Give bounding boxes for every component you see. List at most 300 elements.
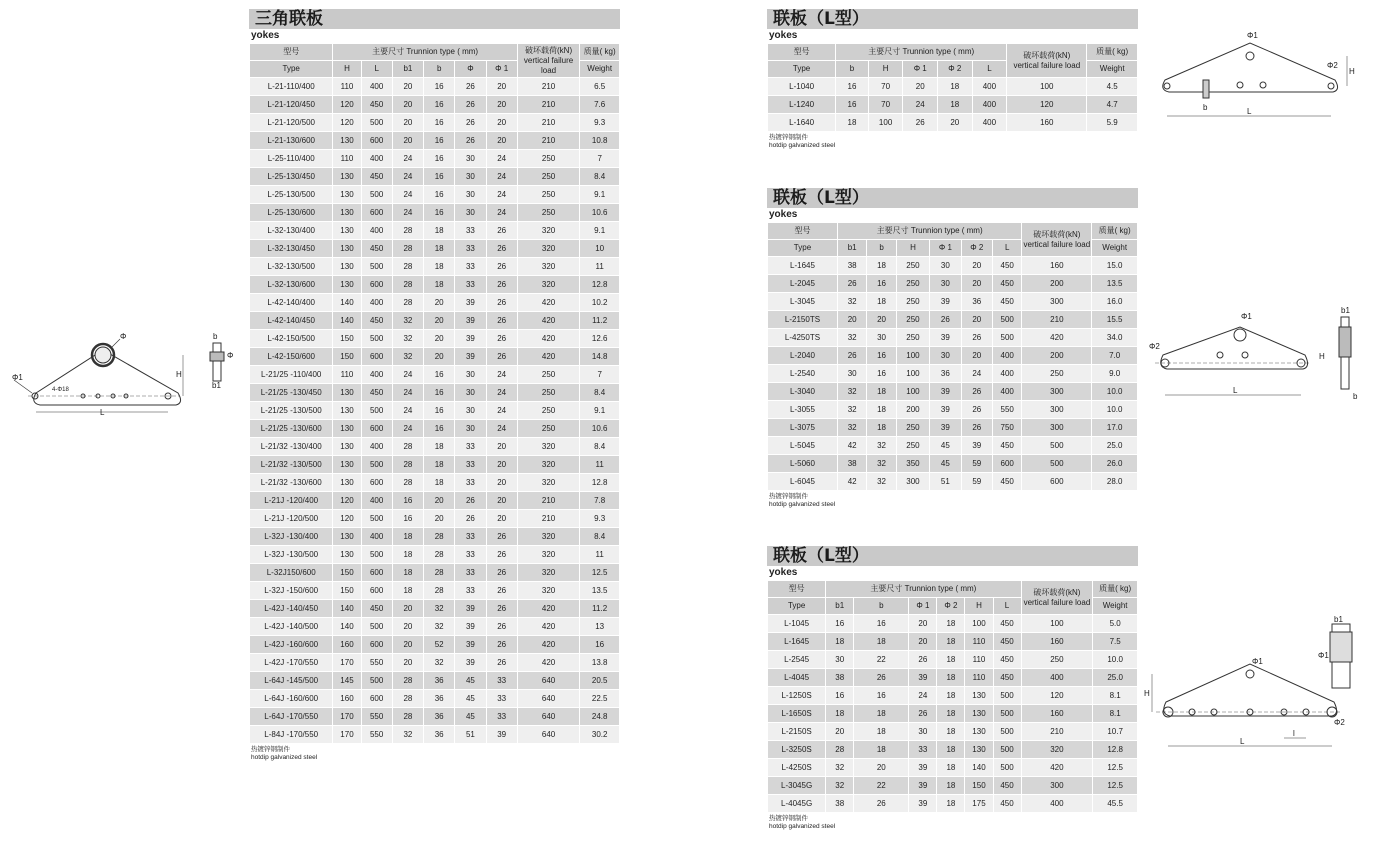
- table-row: [250, 114, 619, 131]
- value-cell: 170: [333, 726, 360, 743]
- value-cell: 33: [455, 456, 485, 473]
- table-row: [250, 582, 619, 599]
- table-row: [768, 741, 1137, 758]
- value-cell: 420: [518, 312, 580, 329]
- value-cell: 550: [993, 401, 1021, 418]
- value-cell: 20: [962, 311, 992, 328]
- value-cell: 28: [826, 741, 853, 758]
- value-cell: 20: [393, 636, 423, 653]
- value-cell: 4.7: [1087, 96, 1137, 113]
- value-cell: 450: [994, 615, 1021, 632]
- table-row: [250, 438, 619, 455]
- header-load-en: vertical failure load: [1023, 239, 1091, 249]
- value-cell: 18: [867, 419, 895, 436]
- value-cell: 26: [930, 311, 960, 328]
- value-cell: 18: [826, 633, 853, 650]
- header-col: Φ: [455, 61, 485, 77]
- value-cell: 20: [838, 311, 866, 328]
- value-cell: 51: [930, 473, 960, 490]
- l-yoke-section-1: [767, 9, 1138, 150]
- value-cell: 16: [826, 615, 853, 632]
- header-type-cn: 型号: [768, 581, 825, 597]
- header-load-cn: 破坏载荷(kN): [525, 45, 573, 55]
- value-cell: 160: [1022, 705, 1093, 722]
- header-col: H: [869, 61, 903, 77]
- value-cell: 420: [1022, 759, 1093, 776]
- table-row: [768, 777, 1137, 794]
- diagram-label-l: L: [1233, 386, 1238, 395]
- value-cell: 45.5: [1093, 795, 1137, 812]
- value-cell: 250: [897, 437, 929, 454]
- value-cell: 26: [455, 510, 485, 527]
- diagram-label-b1: b1: [1341, 306, 1350, 315]
- type-cell: L-42J -140/450: [250, 600, 332, 617]
- table-row: [250, 240, 619, 257]
- value-cell: 24: [487, 402, 517, 419]
- value-cell: 12.8: [1093, 741, 1137, 758]
- diagram-label-h: H: [1144, 689, 1150, 698]
- value-cell: 500: [994, 687, 1021, 704]
- table-row: [250, 132, 619, 149]
- value-cell: 26: [854, 795, 908, 812]
- header-col: H: [333, 61, 360, 77]
- diagram-label-phi: Φ: [120, 332, 127, 341]
- diagram-label-h: H: [1349, 67, 1355, 76]
- type-cell: L-21/25 -130/450: [250, 384, 332, 401]
- value-cell: 10.6: [580, 204, 619, 221]
- value-cell: 400: [973, 78, 1007, 95]
- value-cell: 450: [993, 293, 1021, 310]
- value-cell: 20: [903, 78, 937, 95]
- value-cell: 18: [937, 615, 964, 632]
- value-cell: 32: [838, 383, 866, 400]
- value-cell: 28: [393, 222, 423, 239]
- value-cell: 7.5: [1093, 633, 1137, 650]
- value-cell: 18: [937, 741, 964, 758]
- spec-table: [767, 222, 1138, 491]
- type-cell: L-21/25 -110/400: [250, 366, 332, 383]
- type-cell: L-2040: [768, 347, 837, 364]
- value-cell: 250: [518, 402, 580, 419]
- value-cell: 28: [393, 690, 423, 707]
- value-cell: 400: [362, 294, 392, 311]
- value-cell: 250: [897, 419, 929, 436]
- diagram-label-phi1: Φ1: [1247, 31, 1258, 40]
- type-cell: L-64J -170/550: [250, 708, 332, 725]
- value-cell: 20: [393, 78, 423, 95]
- value-cell: 7.0: [1092, 347, 1137, 364]
- value-cell: 26: [487, 636, 517, 653]
- value-cell: 28: [393, 456, 423, 473]
- value-cell: 420: [1022, 329, 1091, 346]
- table-row: [768, 96, 1137, 113]
- value-cell: 450: [993, 257, 1021, 274]
- header-col: b: [854, 598, 908, 614]
- value-cell: 130: [333, 402, 360, 419]
- header-col: Φ 2: [938, 61, 972, 77]
- type-cell: L-3250S: [768, 741, 825, 758]
- value-cell: 39: [455, 636, 485, 653]
- value-cell: 30: [455, 402, 485, 419]
- type-cell: L-21/25 -130/500: [250, 402, 332, 419]
- value-cell: 640: [518, 672, 580, 689]
- value-cell: 45: [455, 708, 485, 725]
- value-cell: 11.2: [580, 600, 619, 617]
- value-cell: 16: [836, 96, 868, 113]
- value-cell: 20: [487, 456, 517, 473]
- value-cell: 250: [518, 168, 580, 185]
- value-cell: 160: [333, 690, 360, 707]
- value-cell: 24: [487, 186, 517, 203]
- value-cell: 28: [424, 528, 454, 545]
- value-cell: 9.1: [580, 402, 619, 419]
- value-cell: 26: [909, 705, 936, 722]
- table-row: [250, 546, 619, 563]
- value-cell: 5.9: [1087, 114, 1137, 131]
- l-yoke-section-2: [767, 188, 1138, 509]
- value-cell: 250: [518, 150, 580, 167]
- value-cell: 18: [937, 651, 964, 668]
- value-cell: 30: [930, 257, 960, 274]
- value-cell: 320: [518, 438, 580, 455]
- value-cell: 420: [518, 348, 580, 365]
- value-cell: 420: [518, 600, 580, 617]
- table-row: [768, 455, 1137, 472]
- header-weight-en: Weight: [1092, 240, 1137, 256]
- value-cell: 16: [424, 366, 454, 383]
- value-cell: 100: [897, 347, 929, 364]
- value-cell: 150: [333, 564, 360, 581]
- value-cell: 160: [1007, 114, 1086, 131]
- value-cell: 18: [937, 633, 964, 650]
- value-cell: 400: [993, 365, 1021, 382]
- value-cell: 250: [897, 329, 929, 346]
- value-cell: 320: [518, 258, 580, 275]
- value-cell: 6.5: [580, 78, 619, 95]
- value-cell: 145: [333, 672, 360, 689]
- value-cell: 18: [938, 78, 972, 95]
- value-cell: 110: [333, 366, 360, 383]
- type-cell: L-32J -150/600: [250, 582, 332, 599]
- l-yoke-diagram-1: [1155, 28, 1365, 123]
- value-cell: 600: [1022, 473, 1091, 490]
- value-cell: 13: [580, 618, 619, 635]
- value-cell: 320: [518, 240, 580, 257]
- value-cell: 26: [838, 275, 866, 292]
- value-cell: 15.0: [1092, 257, 1137, 274]
- type-cell: L-32J -130/400: [250, 528, 332, 545]
- value-cell: 33: [455, 240, 485, 257]
- value-cell: 16: [393, 510, 423, 527]
- value-cell: 160: [333, 636, 360, 653]
- section-subtitle: yokes: [251, 30, 280, 41]
- header-col: b1: [826, 598, 853, 614]
- value-cell: 320: [518, 528, 580, 545]
- value-cell: 24: [393, 168, 423, 185]
- table-row: [250, 258, 619, 275]
- value-cell: 130: [965, 723, 992, 740]
- value-cell: 28: [393, 240, 423, 257]
- table-row: [250, 384, 619, 401]
- header-weight-en: Weight: [580, 61, 619, 77]
- value-cell: 500: [362, 186, 392, 203]
- value-cell: 15.5: [1092, 311, 1137, 328]
- value-cell: 130: [333, 258, 360, 275]
- diagram-label-phi2: Φ2: [1334, 718, 1345, 727]
- diagram-label-holes: 4-Φ18: [52, 387, 69, 393]
- value-cell: 18: [938, 96, 972, 113]
- value-cell: 20: [854, 759, 908, 776]
- value-cell: 38: [826, 669, 853, 686]
- value-cell: 32: [838, 293, 866, 310]
- table-row: [250, 492, 619, 509]
- value-cell: 26: [487, 294, 517, 311]
- table-row: [250, 78, 619, 95]
- value-cell: 16: [424, 78, 454, 95]
- value-cell: 500: [362, 402, 392, 419]
- value-cell: 500: [362, 618, 392, 635]
- value-cell: 24: [903, 96, 937, 113]
- value-cell: 26: [854, 669, 908, 686]
- type-cell: L-1250S: [768, 687, 825, 704]
- value-cell: 30: [455, 150, 485, 167]
- diagram-label-h: H: [1319, 352, 1325, 361]
- value-cell: 16: [854, 687, 908, 704]
- value-cell: 24: [962, 365, 992, 382]
- value-cell: 20: [393, 114, 423, 131]
- value-cell: 250: [518, 420, 580, 437]
- value-cell: 320: [518, 456, 580, 473]
- value-cell: 210: [1022, 723, 1093, 740]
- value-cell: 39: [909, 777, 936, 794]
- header-dims: 主要尺寸 Trunnion type ( mm): [826, 581, 1020, 597]
- value-cell: 8.4: [580, 528, 619, 545]
- type-cell: L-3045: [768, 293, 837, 310]
- table-row: [250, 564, 619, 581]
- header-col: Φ 1: [930, 240, 960, 256]
- header-col: b1: [838, 240, 866, 256]
- value-cell: 24: [487, 384, 517, 401]
- value-cell: 16: [393, 492, 423, 509]
- diagram-label-phi1: Φ1: [12, 373, 23, 382]
- type-cell: L-25-130/500: [250, 186, 332, 203]
- type-cell: L-21-130/600: [250, 132, 332, 149]
- value-cell: 500: [362, 546, 392, 563]
- type-cell: L-1650S: [768, 705, 825, 722]
- value-cell: 450: [994, 633, 1021, 650]
- value-cell: 33: [455, 438, 485, 455]
- type-cell: L-32-130/600: [250, 276, 332, 293]
- value-cell: 175: [965, 795, 992, 812]
- value-cell: 130: [965, 687, 992, 704]
- table-row: [250, 420, 619, 437]
- table-row: [768, 311, 1137, 328]
- value-cell: 12.8: [580, 276, 619, 293]
- value-cell: 210: [518, 96, 580, 113]
- section-subtitle: yokes: [769, 209, 798, 220]
- value-cell: 4.5: [1087, 78, 1137, 95]
- header-col: Φ 2: [937, 598, 964, 614]
- value-cell: 210: [518, 78, 580, 95]
- type-cell: L-21/25 -130/600: [250, 420, 332, 437]
- type-cell: L-1645: [768, 633, 825, 650]
- value-cell: 20: [487, 438, 517, 455]
- value-cell: 8.1: [1093, 705, 1137, 722]
- header-type-en: Type: [768, 61, 835, 77]
- value-cell: 70: [869, 78, 903, 95]
- value-cell: 16: [424, 150, 454, 167]
- table-row: [768, 795, 1137, 812]
- type-cell: L-21/32 -130/400: [250, 438, 332, 455]
- type-cell: L-3040: [768, 383, 837, 400]
- value-cell: 26: [838, 347, 866, 364]
- header-load-cn: 破坏载荷(kN): [1033, 587, 1081, 597]
- value-cell: 24: [393, 186, 423, 203]
- value-cell: 8.4: [580, 438, 619, 455]
- table-row: [250, 636, 619, 653]
- value-cell: 100: [1007, 78, 1086, 95]
- diagram-label-side-phi1: Φ1: [1318, 651, 1329, 660]
- type-cell: L-4045: [768, 669, 825, 686]
- diagram-label-l: L: [1240, 737, 1245, 746]
- value-cell: 130: [333, 528, 360, 545]
- value-cell: 33: [909, 741, 936, 758]
- value-cell: 20: [487, 78, 517, 95]
- value-cell: 39: [455, 294, 485, 311]
- type-cell: L-1045: [768, 615, 825, 632]
- table-row: [250, 150, 619, 167]
- value-cell: 18: [937, 723, 964, 740]
- value-cell: 120: [1022, 687, 1093, 704]
- value-cell: 26: [487, 258, 517, 275]
- value-cell: 130: [333, 240, 360, 257]
- value-cell: 26: [487, 600, 517, 617]
- value-cell: 20: [487, 510, 517, 527]
- note-en: hotdip galvanized steel: [769, 142, 836, 149]
- value-cell: 25.0: [1092, 437, 1137, 454]
- spec-table: [767, 580, 1138, 813]
- value-cell: 18: [867, 383, 895, 400]
- value-cell: 10: [580, 240, 619, 257]
- value-cell: 500: [994, 723, 1021, 740]
- value-cell: 450: [994, 669, 1021, 686]
- value-cell: 20: [393, 654, 423, 671]
- value-cell: 18: [854, 741, 908, 758]
- value-cell: 600: [993, 455, 1021, 472]
- value-cell: 51: [455, 726, 485, 743]
- value-cell: 120: [333, 96, 360, 113]
- value-cell: 28: [393, 276, 423, 293]
- value-cell: 26: [455, 492, 485, 509]
- value-cell: 39: [930, 293, 960, 310]
- value-cell: 250: [1022, 651, 1093, 668]
- type-cell: L-64J -160/600: [250, 690, 332, 707]
- diagram-label-phi1: Φ1: [1252, 657, 1263, 666]
- value-cell: 26: [487, 582, 517, 599]
- value-cell: 400: [1022, 795, 1093, 812]
- value-cell: 20: [909, 633, 936, 650]
- value-cell: 450: [362, 240, 392, 257]
- table-row: [768, 329, 1137, 346]
- type-cell: L-3045G: [768, 777, 825, 794]
- value-cell: 30: [838, 365, 866, 382]
- header-dims: 主要尺寸 Trunnion type ( mm): [838, 223, 1021, 239]
- value-cell: 5.0: [1093, 615, 1137, 632]
- value-cell: 20: [424, 510, 454, 527]
- type-cell: L-5045: [768, 437, 837, 454]
- value-cell: 18: [424, 456, 454, 473]
- value-cell: 26: [455, 114, 485, 131]
- table-row: [768, 401, 1137, 418]
- value-cell: 39: [930, 419, 960, 436]
- value-cell: 18: [937, 669, 964, 686]
- value-cell: 140: [333, 618, 360, 635]
- value-cell: 640: [518, 726, 580, 743]
- type-cell: L-4045G: [768, 795, 825, 812]
- value-cell: 130: [333, 456, 360, 473]
- type-cell: L-32-130/500: [250, 258, 332, 275]
- value-cell: 18: [424, 276, 454, 293]
- value-cell: 20: [938, 114, 972, 131]
- table-row: [250, 618, 619, 635]
- value-cell: 110: [333, 150, 360, 167]
- value-cell: 24: [393, 366, 423, 383]
- value-cell: 26: [909, 651, 936, 668]
- value-cell: 36: [424, 726, 454, 743]
- value-cell: 28: [424, 564, 454, 581]
- value-cell: 33: [455, 546, 485, 563]
- value-cell: 320: [518, 546, 580, 563]
- value-cell: 18: [826, 705, 853, 722]
- material-note: [767, 815, 1138, 831]
- l-yoke-diagram-2: [1145, 305, 1365, 405]
- value-cell: 33: [455, 564, 485, 581]
- value-cell: 7.8: [580, 492, 619, 509]
- value-cell: 39: [930, 383, 960, 400]
- value-cell: 18: [393, 582, 423, 599]
- value-cell: 24: [393, 402, 423, 419]
- type-cell: L-42-150/500: [250, 330, 332, 347]
- value-cell: 18: [424, 474, 454, 491]
- value-cell: 10.8: [580, 132, 619, 149]
- table-row: [768, 723, 1137, 740]
- header-dims: 主要尺寸 Trunnion type ( mm): [333, 44, 516, 60]
- value-cell: 18: [867, 401, 895, 418]
- table-row: [250, 312, 619, 329]
- value-cell: 20: [424, 492, 454, 509]
- value-cell: 200: [1022, 347, 1091, 364]
- value-cell: 45: [455, 690, 485, 707]
- value-cell: 28: [393, 294, 423, 311]
- value-cell: 30: [867, 329, 895, 346]
- value-cell: 30: [930, 275, 960, 292]
- table-row: [768, 275, 1137, 292]
- value-cell: 33: [487, 672, 517, 689]
- value-cell: 320: [518, 474, 580, 491]
- diagram-label-b: b: [1353, 392, 1358, 401]
- diagram-label-phi2: Φ2: [1149, 342, 1160, 351]
- value-cell: 500: [1022, 455, 1091, 472]
- table-row: [768, 759, 1137, 776]
- value-cell: 450: [362, 384, 392, 401]
- value-cell: 20: [962, 275, 992, 292]
- value-cell: 500: [994, 705, 1021, 722]
- header-col: L: [973, 61, 1007, 77]
- value-cell: 8.4: [580, 168, 619, 185]
- header-weight-cn: 质量( kg): [580, 44, 619, 60]
- value-cell: 39: [455, 330, 485, 347]
- value-cell: 24.8: [580, 708, 619, 725]
